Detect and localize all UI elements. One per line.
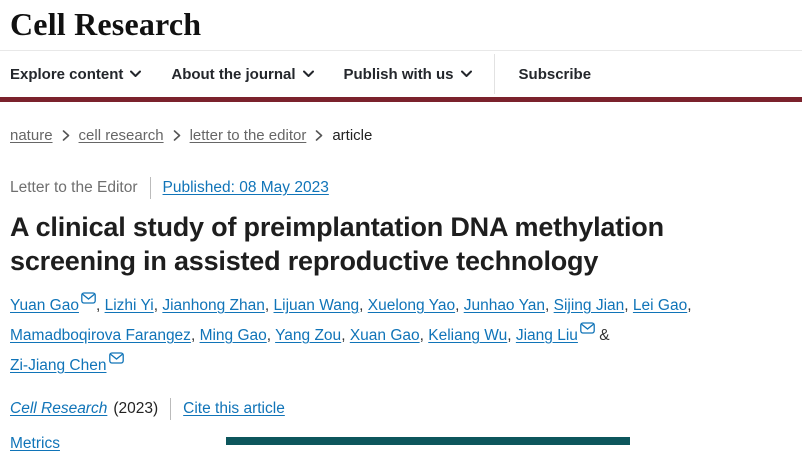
- author-separator: ,: [507, 327, 516, 344]
- breadcrumb: [10, 127, 792, 144]
- published-date-link[interactable]: Published: 08 May 2023: [162, 179, 329, 196]
- email-icon[interactable]: [81, 285, 96, 315]
- author-separator: ,: [266, 327, 276, 344]
- chevron-down-icon: [461, 70, 472, 78]
- author-link-sijing-jian[interactable]: Sijing Jian: [553, 297, 625, 314]
- bottom-dark-bar: [226, 437, 630, 445]
- breadcrumb-link-nature[interactable]: nature: [10, 127, 53, 144]
- brand-bar: [0, 97, 802, 102]
- author-link-lizhi-yi[interactable]: Lizhi Yi: [104, 297, 154, 314]
- author-separator: ,: [341, 327, 350, 344]
- journal-year: (2023): [113, 400, 159, 417]
- author-link-xuelong-yao[interactable]: Xuelong Yao: [367, 297, 456, 314]
- article-meta-row: [10, 176, 792, 200]
- breadcrumb-separator-icon: [173, 130, 181, 141]
- author-link-yang-zou[interactable]: Yang Zou: [275, 327, 342, 344]
- nav-item-about-the-journal[interactable]: [171, 66, 313, 83]
- email-icon[interactable]: [580, 315, 595, 345]
- author-separator: ,: [153, 297, 163, 314]
- author-separator: ,: [95, 297, 105, 314]
- author-link-lijuan-wang[interactable]: Lijuan Wang: [273, 297, 360, 314]
- article-page: [0, 127, 802, 453]
- nav-item-publish-with-us[interactable]: [344, 66, 472, 83]
- author-separator: ,: [545, 297, 554, 314]
- citation-row: [10, 397, 792, 421]
- author-separator: &: [594, 327, 610, 344]
- author-link-keliang-wu[interactable]: Keliang Wu: [428, 327, 508, 344]
- metrics-link[interactable]: Metrics: [10, 435, 60, 452]
- author-separator: ,: [264, 297, 274, 314]
- author-separator: ,: [624, 297, 633, 314]
- chevron-down-icon: [303, 70, 314, 78]
- meta-divider: [150, 177, 151, 199]
- author-list: [10, 291, 710, 381]
- author-link-junhao-yan[interactable]: Junhao Yan: [463, 297, 546, 314]
- chevron-down-icon: [130, 70, 141, 78]
- journal-link[interactable]: Cell Research: [10, 400, 108, 417]
- breadcrumb-separator-icon: [62, 130, 70, 141]
- author-link-zi-jiang-chen[interactable]: Zi-Jiang Chen: [10, 357, 107, 374]
- nav-divider: [494, 54, 495, 94]
- citation-divider: [170, 398, 171, 420]
- author-separator: ,: [359, 297, 368, 314]
- article-title: A clinical study of preimplantation DNA methylation screening in assisted reproductive technology: [10, 212, 664, 276]
- author-link-ming-gao[interactable]: Ming Gao: [199, 327, 267, 344]
- nav-item-label: Explore content: [10, 65, 124, 83]
- author-separator: ,: [687, 297, 692, 314]
- breadcrumb-separator-icon: [315, 130, 323, 141]
- nav-item-subscribe[interactable]: [519, 66, 592, 83]
- author-separator: ,: [455, 297, 464, 314]
- author-link-lei-gao[interactable]: Lei Gao: [632, 297, 688, 314]
- author-link-yuan-gao[interactable]: Yuan Gao: [10, 297, 79, 314]
- breadcrumb-current: article: [332, 127, 373, 144]
- author-link-mamadboqirova-farangez[interactable]: Mamadboqirova Farangez: [10, 327, 191, 344]
- author-separator: ,: [190, 327, 200, 344]
- nav-item-explore-content[interactable]: [10, 66, 141, 83]
- journal-logo[interactable]: Cell Research: [10, 6, 202, 42]
- author-link-jiang-liu[interactable]: Jiang Liu: [515, 327, 578, 344]
- nav-item-label: About the journal: [171, 65, 296, 83]
- breadcrumb-link-cell-research[interactable]: cell research: [78, 127, 164, 144]
- nav-item-label: Subscribe: [518, 65, 592, 83]
- main-nav: [0, 51, 802, 97]
- article-type-label: Letter to the Editor: [10, 179, 138, 196]
- author-link-xuan-gao[interactable]: Xuan Gao: [349, 327, 420, 344]
- journal-header: [0, 0, 802, 51]
- author-link-jianhong-zhan[interactable]: Jianhong Zhan: [162, 297, 265, 314]
- breadcrumb-link-letter-to-the-editor[interactable]: letter to the editor: [189, 127, 307, 144]
- author-separator: ,: [419, 327, 429, 344]
- nav-item-label: Publish with us: [343, 65, 454, 83]
- cite-this-article-link[interactable]: Cite this article: [183, 400, 285, 417]
- email-icon[interactable]: [109, 345, 124, 375]
